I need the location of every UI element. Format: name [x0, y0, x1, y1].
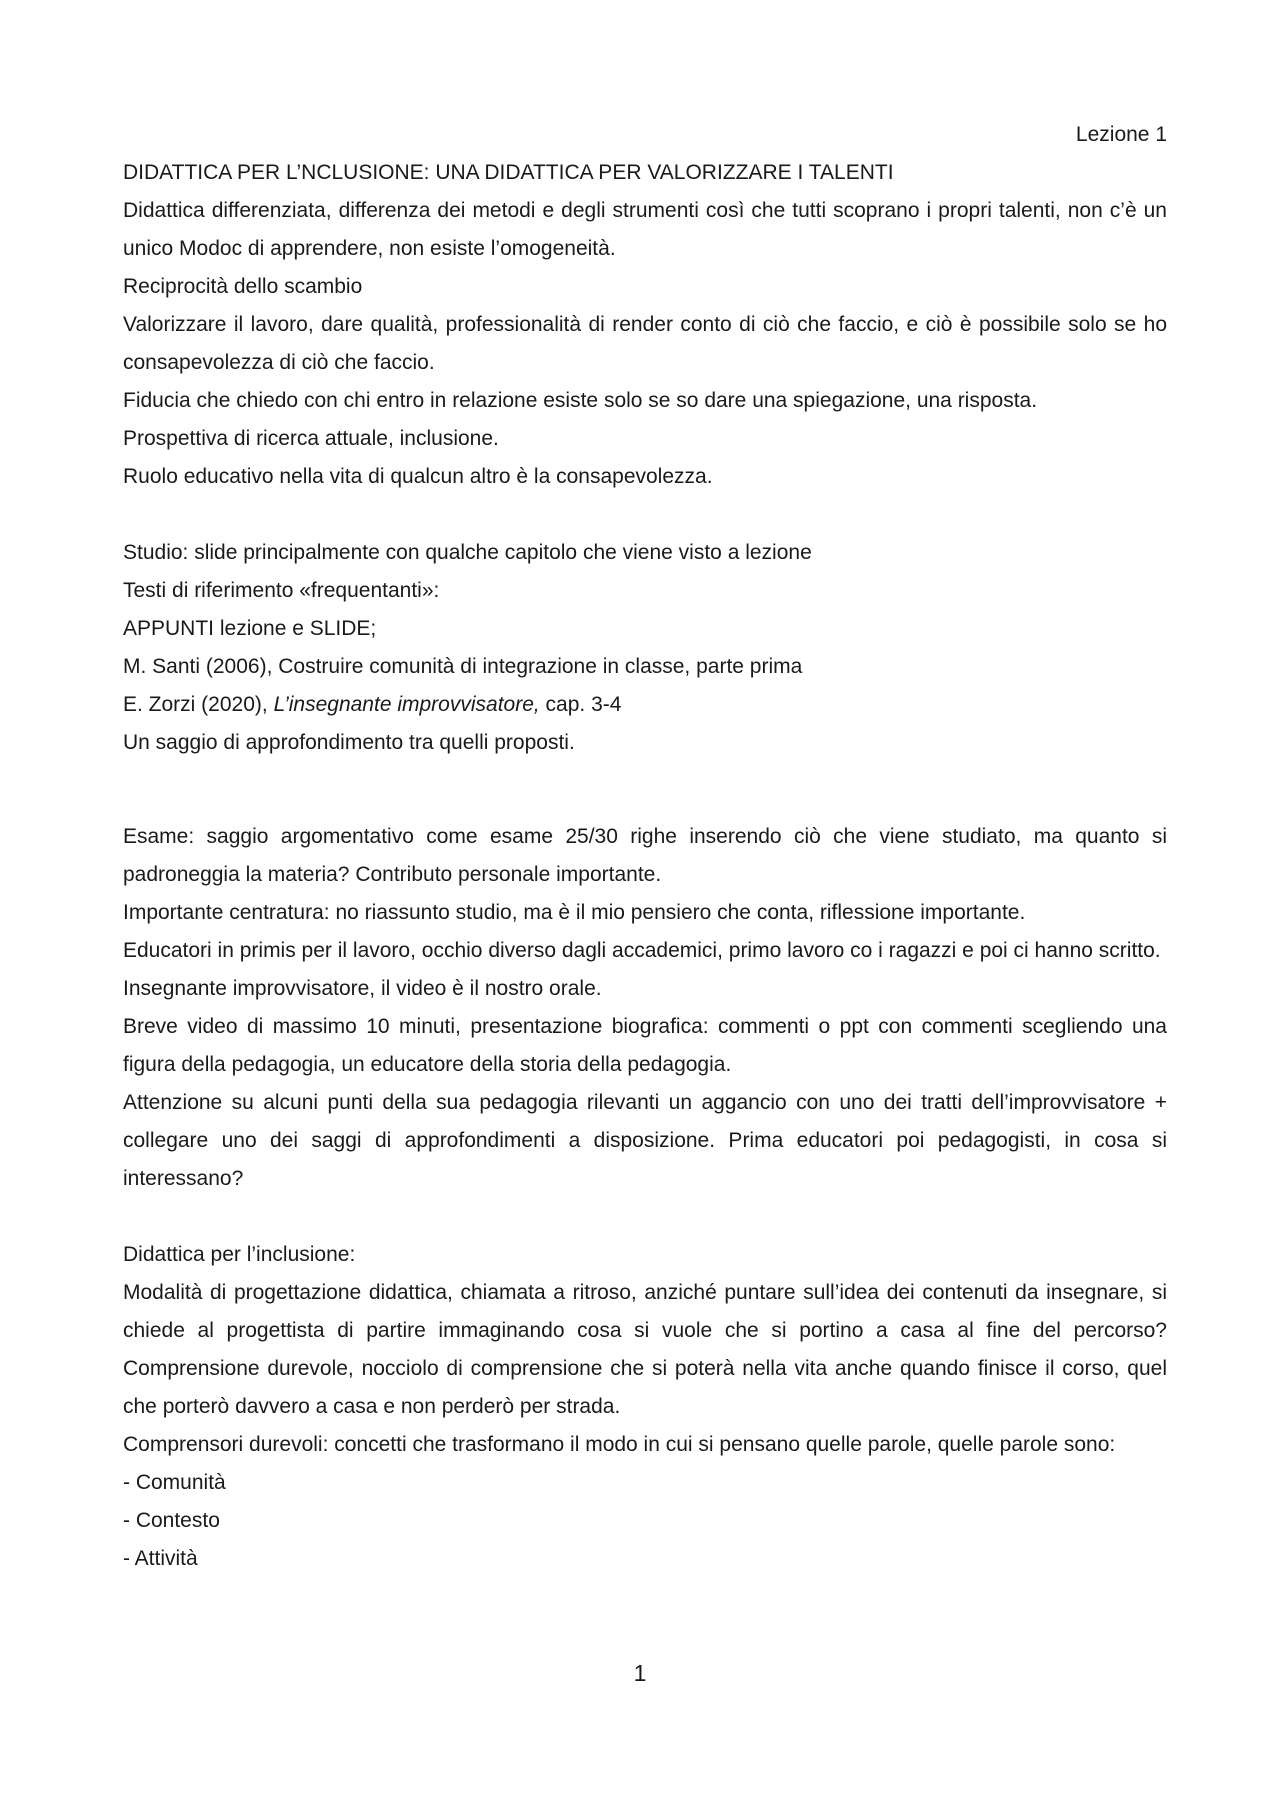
spacer: [123, 496, 1167, 534]
reference-zorzi-chapters: cap. 3-4: [539, 693, 622, 716]
lesson-label: Lezione 1: [1075, 123, 1167, 146]
list-item: - Comunità: [123, 1471, 226, 1494]
paragraph: Studio: slide principalmente con qualche capitolo che viene visto a lezione: [123, 541, 812, 564]
paragraph: Prospettiva di ricerca attuale, inclusione.: [123, 427, 499, 450]
paragraph: Insegnante improvvisatore, il video è il nostro orale.: [123, 977, 602, 1000]
paragraph: Fiducia che chiedo con chi entro in relazione esiste solo se so dare una spiegazione, una risposta.: [123, 389, 1038, 412]
paragraph: Comprensori durevoli: concetti che trasformano il modo in cui si pensano quelle parole, quelle parole sono:: [123, 1433, 1116, 1456]
section-title: Didattica per l’inclusione:: [123, 1243, 356, 1266]
reference-zorzi-author: E. Zorzi (2020),: [123, 693, 274, 716]
list-item: - Attività: [123, 1547, 198, 1570]
paragraph: Didattica differenziata, differenza dei metodi e degli strumenti così che tutti scoprano i propri talenti, non c’è un unico Modoc di apprendere, non esiste l’omogeneità.: [123, 199, 1167, 260]
paragraph: Un saggio di approfondimento tra quelli proposti.: [123, 731, 575, 754]
page-number: 1: [633, 1660, 647, 1686]
reference-santi: M. Santi (2006), Costruire comunità di integrazione in classe, parte prima: [123, 655, 803, 678]
paragraph: Testi di riferimento «frequentanti»:: [123, 579, 440, 602]
section-title: DIDATTICA PER L’NCLUSIONE: UNA DIDATTICA PER VALORIZZARE I TALENTI: [123, 161, 894, 184]
paragraph: Breve video di massimo 10 minuti, presentazione biografica: commenti o ppt con commenti scegliendo una figura della pedagogia, un educatore della storia della pedagogia.: [123, 1015, 1167, 1076]
paragraph: Educatori in primis per il lavoro, occhio diverso dagli accademici, primo lavoro co i ragazzi e poi ci hanno scritto.: [123, 939, 1161, 962]
reference-zorzi: [123, 686, 1167, 724]
paragraph: Attenzione su alcuni punti della sua pedagogia rilevanti un aggancio con uno dei tratti dell’improvvisatore + collegare uno dei saggi di approfondimenti a disposizione. Prima educatori poi pedagogisti, in cosa si interessano?: [123, 1091, 1167, 1190]
paragraph: Ruolo educativo nella vita di qualcun altro è la consapevolezza.: [123, 465, 713, 488]
paragraph: Valorizzare il lavoro, dare qualità, professionalità di render conto di ciò che faccio, e ciò è possibile solo se ho consapevolezza di ciò che faccio.: [123, 313, 1167, 374]
list-item: - Contesto: [123, 1509, 220, 1532]
spacer: [123, 762, 1167, 818]
paragraph: Modalità di progettazione didattica, chiamata a ritroso, anziché puntare sull’idea dei contenuti da insegnare, si chiede al progettista di partire immaginando cosa si vuole che si portino a casa al fine del percorso? Comprensione durevole, nocciolo di comprensione che si poterà nella vita anche quando finisce il corso, quel che porterò davvero a casa e non perderò per strada.: [123, 1281, 1167, 1418]
spacer: [123, 1198, 1167, 1236]
document-page: [123, 116, 1167, 1578]
paragraph: APPUNTI lezione e SLIDE;: [123, 617, 377, 640]
paragraph: Esame: saggio argomentativo come esame 25/30 righe inserendo ciò che viene studiato, ma quanto si padroneggia la materia? Contributo personale importante.: [123, 825, 1167, 886]
paragraph: Importante centratura: no riassunto studio, ma è il mio pensiero che conta, riflessione importante.: [123, 901, 1026, 924]
paragraph: Reciprocità dello scambio: [123, 275, 363, 298]
reference-zorzi-title: L’insegnante improvvisatore,: [273, 693, 540, 716]
